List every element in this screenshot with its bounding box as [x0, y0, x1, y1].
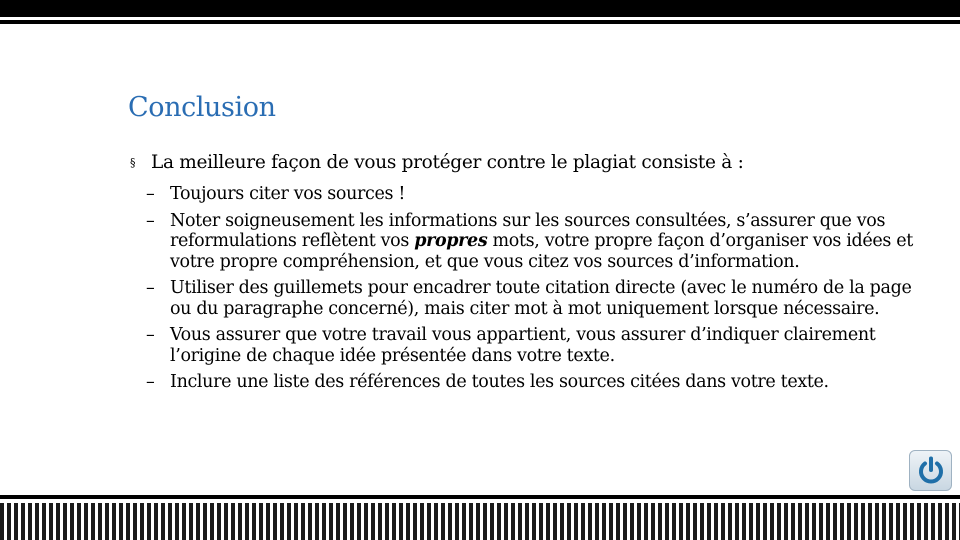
main-bullet-text: La meilleure façon de vous protéger contre le plagiat consiste à : — [151, 152, 744, 173]
main-bullet — [130, 150, 930, 175]
sub-bullet-item — [146, 184, 930, 205]
top-border-thick — [0, 0, 960, 17]
sub-bullet-item — [146, 278, 930, 319]
slide-title: Conclusion — [128, 92, 276, 123]
dash-marker: – — [146, 325, 155, 345]
sub-bullet-text-continued: mots, votre propre façon d’organiser vos idées et votre propre compréhension, et que vous citez vos sources d’information. — [170, 231, 913, 272]
sub-bullet-item — [146, 211, 930, 273]
slide-content — [130, 150, 930, 399]
dash-marker: – — [146, 184, 155, 204]
dash-marker: – — [146, 372, 155, 392]
sub-bullet-item — [146, 325, 930, 366]
sub-bullet-text: Utiliser des guillemets pour encadrer toute citation directe (avec le numéro de la page ou du paragraphe concerné), mais citer mot à mot uniquement lorsque nécessaire. — [170, 278, 912, 319]
bottom-border-thin — [0, 495, 960, 499]
sub-bullet-item — [146, 372, 930, 393]
sub-bullet-list — [146, 184, 930, 393]
sub-bullet-text: Inclure une liste des références de toutes les sources citées dans votre texte. — [170, 372, 829, 392]
top-border-thin — [0, 20, 960, 24]
emphasized-word: propres — [414, 231, 488, 251]
bottom-striped-border — [0, 503, 960, 540]
sub-bullet-text: Toujours citer vos sources ! — [170, 184, 406, 204]
power-icon — [915, 455, 947, 487]
sub-bullet-text: Vous assurer que votre travail vous appartient, vous assurer d’indiquer clairement l’origine de chaque idée présentée dans votre texte. — [170, 325, 876, 366]
bullet-marker: § — [130, 156, 136, 169]
power-button[interactable] — [909, 450, 952, 491]
dash-marker: – — [146, 278, 155, 298]
sub-bullet-text: Noter soigneusement les informations sur les sources consultées, s’assurer que vos reformulations reflètent vos — [170, 210, 886, 251]
dash-marker: – — [146, 210, 155, 231]
